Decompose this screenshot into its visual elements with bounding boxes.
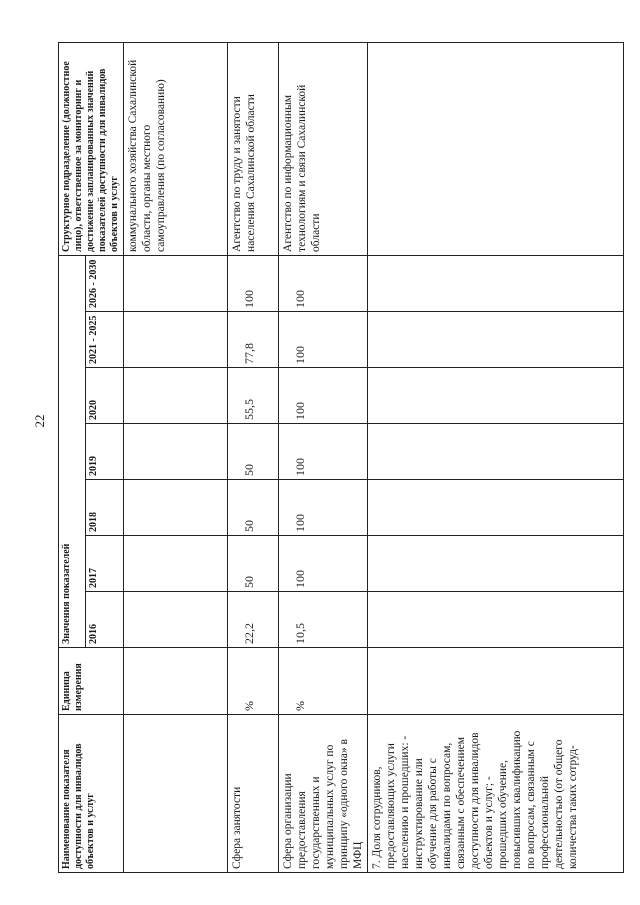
header-unit: Единица измерения [59, 648, 124, 715]
row-unit [368, 648, 624, 715]
table-row [368, 42, 624, 872]
header-responsible: Структурное подразделение (должностное лицо), ответственное за мониторинг и достижение запланированных значений показателей доступности для инвалидов объектов и услуг [59, 42, 124, 255]
row-responsible: Агентство по информационным технологиям и связи Сахалинской области [279, 42, 368, 255]
row-value [124, 536, 228, 592]
row-value: 50 [228, 424, 279, 480]
row-value: 55,5 [228, 368, 279, 424]
row-value [124, 255, 228, 311]
header-year: 2016 [86, 592, 124, 648]
page-number: 22 [32, 414, 47, 428]
row-responsible: Агентство по труду и занятости населения Сахалинской области [228, 42, 279, 255]
row-unit: % [228, 648, 279, 715]
indicators-table [58, 42, 624, 873]
row-value [368, 480, 624, 536]
rotated-table-wrapper [58, 43, 607, 873]
table-row [124, 42, 228, 872]
row-value: 100 [228, 255, 279, 311]
row-unit [124, 648, 228, 715]
row-value [124, 312, 228, 368]
row-value [368, 312, 624, 368]
row-value [124, 592, 228, 648]
row-responsible: коммунального хозяйства Сахалинской области, органы местного самоуправления (по согласованию) [124, 42, 228, 255]
row-value: 100 [279, 368, 368, 424]
row-value: 50 [228, 536, 279, 592]
row-value: 77,8 [228, 312, 279, 368]
row-value: 50 [228, 480, 279, 536]
row-responsible [368, 42, 624, 255]
header-year: 2026 - 2030 [86, 255, 124, 311]
row-value [124, 424, 228, 480]
row-value: 100 [279, 312, 368, 368]
header-year: 2020 [86, 368, 124, 424]
row-value: 100 [279, 536, 368, 592]
row-value [368, 536, 624, 592]
header-values-group: Значения показателей [59, 255, 86, 647]
row-value: 100 [279, 255, 368, 311]
table-row [228, 42, 279, 872]
row-value: 10,5 [279, 592, 368, 648]
row-value: 100 [279, 424, 368, 480]
table-header [59, 42, 124, 872]
table-row [279, 42, 368, 872]
row-value: 100 [279, 480, 368, 536]
row-value [368, 255, 624, 311]
row-value [368, 592, 624, 648]
header-year: 2019 [86, 424, 124, 480]
row-name [124, 715, 228, 873]
row-value [368, 424, 624, 480]
row-name: Сфера организации предоставления государственных и муниципальных услуг по принципу «одного окна» в МФЦ [279, 715, 368, 873]
row-name: 7. Доля сотрудников, предоставляющих услуги населению и прошедших: - инструктирование или обучение для работы с инвалидами по вопросам, связанным с обеспечением доступности для инвалидов объектов и услуг; - прошедших обучение, повысивших квалификацию по вопросам, связанным с профессиональной деятельностью (от общего количества таких сотруд- [368, 715, 624, 873]
row-value [368, 368, 624, 424]
row-value [124, 368, 228, 424]
header-year: 2017 [86, 536, 124, 592]
row-unit: % [279, 648, 368, 715]
row-name: Сфера занятости [228, 715, 279, 873]
row-value: 22,2 [228, 592, 279, 648]
header-year: 2021 - 2025 [86, 312, 124, 368]
header-indicator-name: Наименование показателя доступности для инвалидов объектов и услуг [59, 715, 124, 873]
header-year: 2018 [86, 480, 124, 536]
row-value [124, 480, 228, 536]
